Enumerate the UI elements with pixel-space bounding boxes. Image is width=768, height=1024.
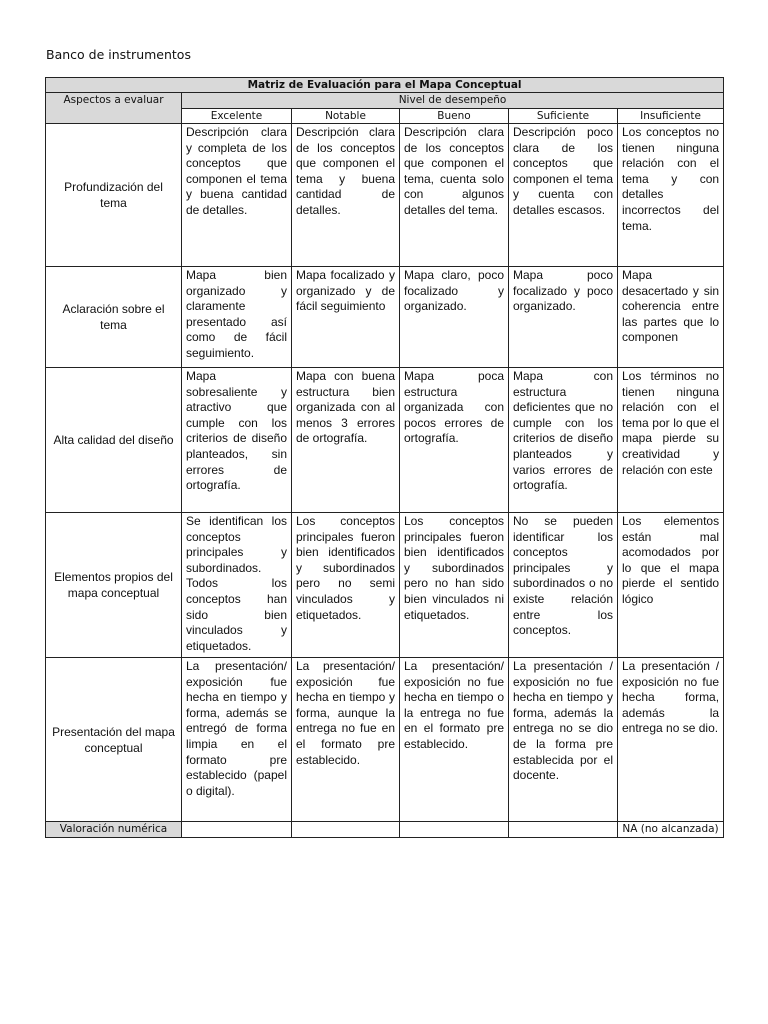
- criterion-cell: No se pueden identificar los conceptos principales y subordinados o no existe relación entre los conceptos.: [509, 513, 618, 658]
- level-excelente: Excelente: [182, 109, 292, 124]
- aspect-label: Aclaración sobre el tema: [46, 267, 182, 368]
- criterion-cell: La presentación / exposición no fue hecha en tiempo y forma, además la entrega no se dio de la forma pre establecida por el docente.: [509, 658, 618, 822]
- criterion-cell: Mapa sobresaliente y atractivo que cumple con los criterios de diseño planteados, sin errores de ortografía.: [182, 368, 292, 513]
- criterion-cell: La presentación/ exposición fue hecha en tiempo y forma, además se entregó de forma limpia en el formato pre establecido (papel o digital).: [182, 658, 292, 822]
- score-cell: [182, 822, 292, 838]
- criterion-cell: Los conceptos principales fueron bien identificados y subordinados pero no han sido bien vinculados ni etiquetados.: [400, 513, 509, 658]
- rubric-title-row: [46, 78, 724, 93]
- rubric-row-presentacion: [46, 658, 724, 822]
- criterion-cell: La presentación/ exposición no fue hecha en tiempo o la entrega no fue en el formato pre establecido.: [400, 658, 509, 822]
- criterion-cell: Mapa con estructura deficientes que no cumple con los criterios de diseño planteados y varios errores de ortografía.: [509, 368, 618, 513]
- score-cell: [292, 822, 400, 838]
- score-cell: [509, 822, 618, 838]
- criterion-cell: Los elementos están mal acomodados por lo que el mapa pierde el sentido lógico: [618, 513, 724, 658]
- criterion-cell: Mapa focalizado y organizado y de fácil seguimiento: [292, 267, 400, 368]
- score-label: Valoración numérica: [46, 822, 182, 838]
- criterion-cell: Descripción clara de los conceptos que componen el tema, cuenta solo con algunos detalles del tema.: [400, 124, 509, 267]
- score-cell: [400, 822, 509, 838]
- score-row: [46, 822, 724, 838]
- evaluation-rubric-table: [45, 77, 724, 838]
- criterion-cell: Descripción clara y completa de los conceptos que componen el tema y buena cantidad de detalles.: [182, 124, 292, 267]
- criterion-cell: Mapa bien organizado y claramente presentado así como de fácil seguimiento.: [182, 267, 292, 368]
- level-bueno: Bueno: [400, 109, 509, 124]
- performance-level-header: Nivel de desempeño: [182, 93, 724, 109]
- aspect-label: Elementos propios del mapa conceptual: [46, 513, 182, 658]
- rubric-header-row: [46, 93, 724, 109]
- level-notable: Notable: [292, 109, 400, 124]
- rubric-row-profundizacion: [46, 124, 724, 267]
- criterion-cell: Mapa poco focalizado y poco organizado.: [509, 267, 618, 368]
- aspect-label: Alta calidad del diseño: [46, 368, 182, 513]
- criterion-cell: Los términos no tienen ninguna relación con el tema por lo que el mapa pierde su creatividad y relación con este: [618, 368, 724, 513]
- criterion-cell: La presentación / exposición no fue hecha forma, además la entrega no se dio.: [618, 658, 724, 822]
- level-suficiente: Suficiente: [509, 109, 618, 124]
- page-heading: Banco de instrumentos: [46, 47, 191, 62]
- rubric-row-aclaracion: [46, 267, 724, 368]
- criterion-cell: Mapa claro, poco focalizado y organizado.: [400, 267, 509, 368]
- criterion-cell: Se identifican los conceptos principales y subordinados. Todos los conceptos han sido bien vinculados y etiquetados.: [182, 513, 292, 658]
- level-insuficiente: Insuficiente: [618, 109, 724, 124]
- criterion-cell: Mapa desacertado y sin coherencia entre las partes que lo componen: [618, 267, 724, 368]
- rubric-row-calidad-diseno: [46, 368, 724, 513]
- criterion-cell: La presentación/ exposición fue hecha en tiempo y forma, aunque la entrega no fue en el formato pre establecido.: [292, 658, 400, 822]
- criterion-cell: Mapa con buena estructura bien organizada con al menos 3 errores de ortografía.: [292, 368, 400, 513]
- score-cell-na: NA (no alcanzada): [618, 822, 724, 838]
- criterion-cell: Descripción clara de los conceptos que componen el tema y buena cantidad de detalles.: [292, 124, 400, 267]
- aspect-label: Profundización del tema: [46, 124, 182, 267]
- rubric-title: Matriz de Evaluación para el Mapa Conceptual: [46, 78, 724, 93]
- criterion-cell: Descripción poco clara de los conceptos que componen el tema y cuenta con detalles escasos.: [509, 124, 618, 267]
- aspects-header: Aspectos a evaluar: [46, 93, 182, 124]
- criterion-cell: Los conceptos no tienen ninguna relación con el tema y con detalles incorrectos del tema.: [618, 124, 724, 267]
- criterion-cell: Mapa poca estructura organizada con pocos errores de ortografía.: [400, 368, 509, 513]
- criterion-cell: Los conceptos principales fueron bien identificados y subordinados pero no semi vinculados y etiquetados.: [292, 513, 400, 658]
- aspect-label: Presentación del mapa conceptual: [46, 658, 182, 822]
- rubric-row-elementos: [46, 513, 724, 658]
